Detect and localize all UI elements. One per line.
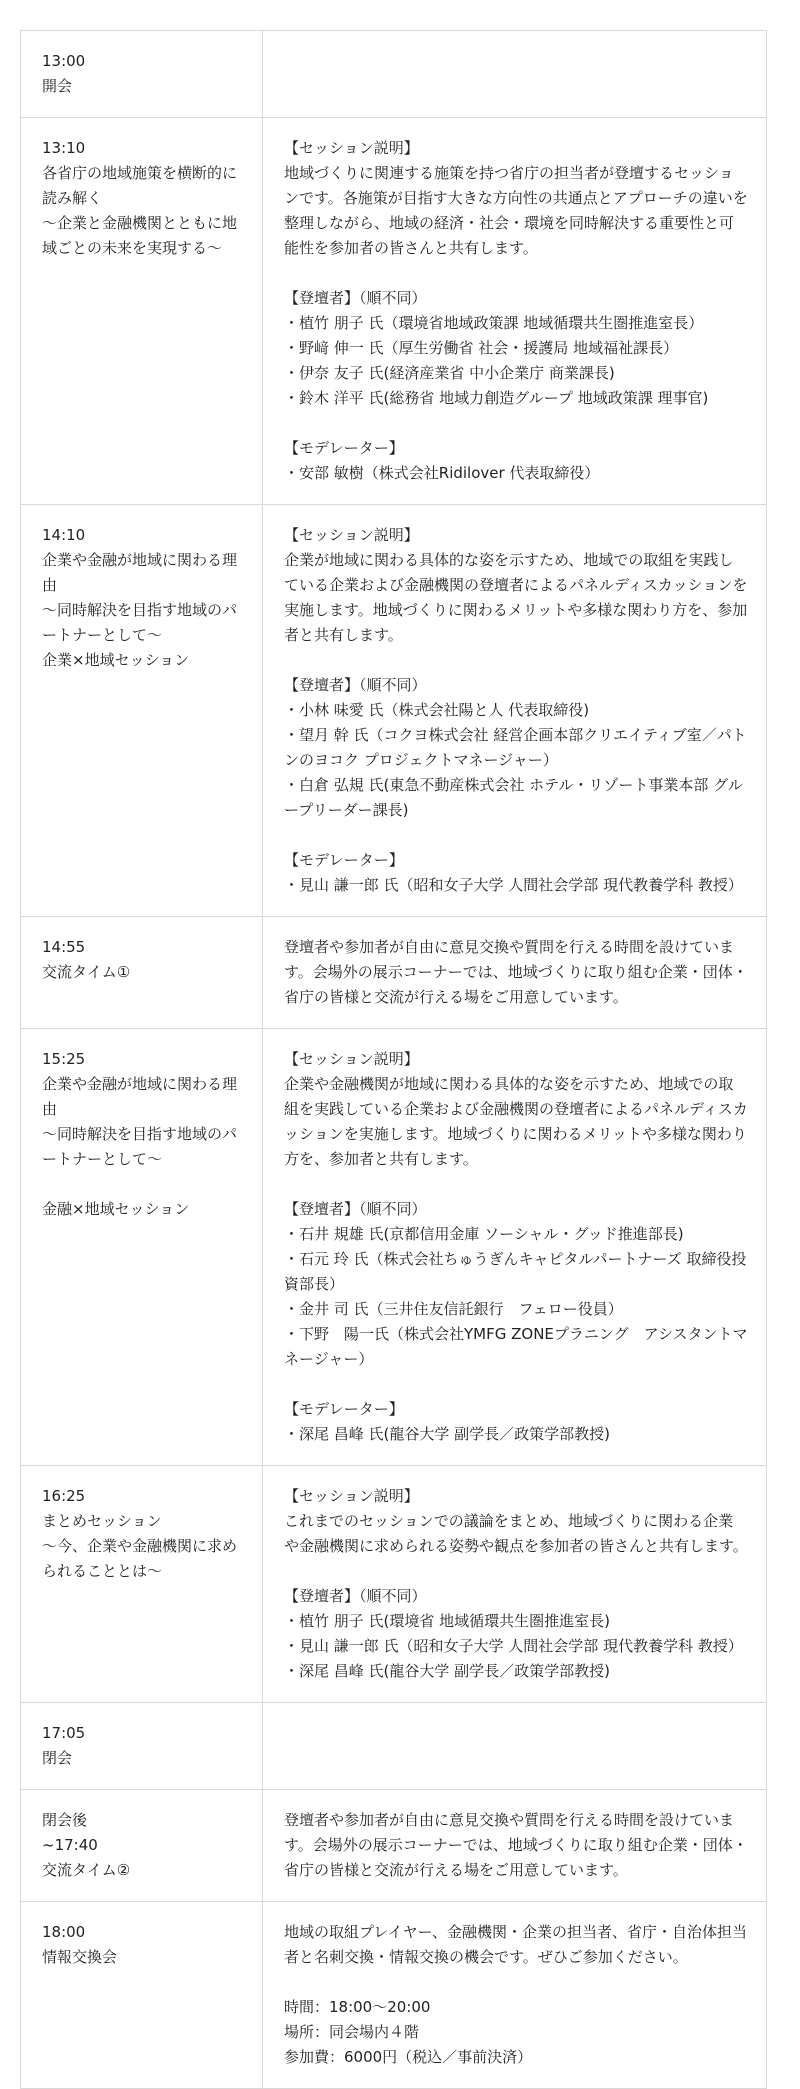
description-cell xyxy=(263,1703,767,1790)
time-label: 13:00 xyxy=(42,52,86,70)
time-label: 15:25 xyxy=(42,1050,86,1068)
description-line: ・深尾 昌峰 氏(龍谷大学 副学長／政策学部教授) xyxy=(284,1425,611,1443)
time-label: 17:05 xyxy=(42,1724,86,1742)
description-line xyxy=(284,1970,748,1995)
session-title-line xyxy=(42,1172,242,1197)
description-cell xyxy=(263,1466,767,1703)
description-line: ・植竹 朋子 氏（環境省地域政策課 地域循環共生圏推進室長） xyxy=(284,314,704,332)
description-line: 【登壇者】（順不同） xyxy=(284,1587,427,1605)
description-line: ・見山 謙一郎 氏（昭和女子大学 人間社会学部 現代教養学科 教授） xyxy=(284,876,743,894)
description-line: 企業が地域に関わる具体的な姿を示すため、地域での取組を実践している企業および金融機関の登壇者によるパネルディスカッションを実施します。地域づくりに関わるメリットや多様な関わり方を、参加者と共有します。 xyxy=(284,551,748,644)
session-title-line: 各省庁の地域施策を横断的に読み解く xyxy=(42,164,238,207)
description-line xyxy=(284,1372,748,1397)
schedule-row xyxy=(21,917,767,1029)
description-line: ・石元 玲 氏（株式会社ちゅうぎんキャピタルパートナーズ 取締役投資部長） xyxy=(284,1250,747,1293)
description-line: 企業や金融機関が地域に関わる具体的な姿を示すため、地域での取組を実践している企業および金融機関の登壇者によるパネルディスカッションを実施します。地域づくりに関わるメリットや多様な関わり方を、参加者と共有します。 xyxy=(284,1075,748,1168)
description-line: 地域づくりに関連する施策を持つ省庁の担当者が登壇するセッションです。各施策が目指す大きな方向性の共通点とアプローチの違いを整理しながら、地域の経済・社会・環境を同時解決する重要性と可能性を参加者の皆さんと共有します。 xyxy=(284,164,748,257)
session-title-line: ~17:40 xyxy=(42,1836,98,1854)
time-label: 14:55 xyxy=(42,938,86,956)
description-line: 【セッション説明】 xyxy=(284,1487,419,1505)
description-line: 【モデレーター】 xyxy=(284,439,404,457)
time-cell xyxy=(21,31,263,118)
description-line xyxy=(284,411,748,436)
description-cell xyxy=(263,1902,767,2089)
session-title-line: 企業×地域セッション xyxy=(42,651,190,669)
description-line: ・金井 司 氏（三井住友信託銀行 フェロー役員） xyxy=(284,1300,623,1318)
time-label: 14:10 xyxy=(42,526,86,544)
time-cell xyxy=(21,917,263,1029)
description-line: ・見山 謙一郎 氏（昭和女子大学 人間社会学部 現代教養学科 教授） xyxy=(284,1637,743,1655)
session-title-line: 〜同時解決を目指す地域のパートナーとして〜 xyxy=(42,601,238,644)
description-line: ・安部 敏樹（株式会社Ridilover 代表取締役） xyxy=(284,464,600,482)
description-line: 【セッション説明】 xyxy=(284,139,419,157)
schedule-row xyxy=(21,118,767,505)
session-title-line: 開会 xyxy=(42,77,73,95)
time-cell xyxy=(21,1466,263,1703)
description-line: ・白倉 弘規 氏(東急不動産株式会社 ホテル・リゾート事業本部 グループリーダー課長) xyxy=(284,776,743,819)
description-line xyxy=(284,648,748,673)
time-label: 16:25 xyxy=(42,1487,86,1505)
session-title-line: 企業や金融が地域に関わる理由 xyxy=(42,1075,238,1118)
session-title-line: 企業や金融が地域に関わる理由 xyxy=(42,551,238,594)
description-line: ・植竹 朋子 氏(環境省 地域循環共生圏推進室長) xyxy=(284,1612,611,1630)
description-line: 場所：同会場内４階 xyxy=(284,2023,420,2041)
schedule-row xyxy=(21,1902,767,2089)
description-cell xyxy=(263,1029,767,1466)
time-label: 18:00 xyxy=(42,1923,86,1941)
session-title-line: 情報交換会 xyxy=(42,1948,118,1966)
time-cell xyxy=(21,505,263,917)
description-line: 登壇者や参加者が自由に意見交換や質問を行える時間を設けています。会場外の展示コーナーでは、地域づくりに取り組む企業・団体・省庁の皆様と交流が行える場をご用意しています。 xyxy=(284,938,748,1006)
session-title-line: まとめセッション xyxy=(42,1512,162,1530)
description-line: 【セッション説明】 xyxy=(284,526,419,544)
description-cell xyxy=(263,917,767,1029)
description-line: これまでのセッションでの議論をまとめ、地域づくりに関わる企業や金融機関に求められる姿勢や観点を参加者の皆さんと共有します。 xyxy=(284,1512,748,1555)
description-cell xyxy=(263,31,767,118)
description-cell xyxy=(263,505,767,917)
schedule-body xyxy=(21,31,767,2089)
schedule-row xyxy=(21,31,767,118)
description-line: 登壇者や参加者が自由に意見交換や質問を行える時間を設けています。会場外の展示コーナーでは、地域づくりに取り組む企業・団体・省庁の皆様と交流が行える場をご用意しています。 xyxy=(284,1811,748,1879)
description-line: ・深尾 昌峰 氏(龍谷大学 副学長／政策学部教授) xyxy=(284,1662,611,1680)
schedule-table xyxy=(20,30,767,2089)
session-title-line: 〜今、企業や金融機関に求められることとは〜 xyxy=(42,1537,238,1580)
session-title-line: 閉会 xyxy=(42,1749,73,1767)
session-title-line: 〜同時解決を目指す地域のパートナーとして〜 xyxy=(42,1125,238,1168)
description-line: 参加費：6000円（税込／事前決済） xyxy=(284,2048,533,2066)
time-cell xyxy=(21,1029,263,1466)
description-line: ・伊奈 友子 氏(経済産業省 中小企業庁 商業課長) xyxy=(284,364,615,382)
description-line xyxy=(284,1172,748,1197)
schedule-row xyxy=(21,1029,767,1466)
schedule-row xyxy=(21,1466,767,1703)
description-line: 【セッション説明】 xyxy=(284,1050,419,1068)
description-cell xyxy=(263,118,767,505)
description-line: ・野﨑 伸一 氏（厚生労働省 社会・援護局 地域福祉課長） xyxy=(284,339,679,357)
description-line: ・小林 味愛 氏（株式会社陽と人 代表取締役) xyxy=(284,701,590,719)
time-cell xyxy=(21,1790,263,1902)
description-line: 地域の取組プレイヤー、金融機関・企業の担当者、省庁・自治体担当者と名刺交換・情報交換の機会です。ぜひご参加ください。 xyxy=(284,1923,748,1966)
session-title-line: 交流タイム② xyxy=(42,1861,131,1879)
description-line: 時間：18:00〜20:00 xyxy=(284,1998,431,2016)
description-line xyxy=(284,823,748,848)
time-label: 13:10 xyxy=(42,139,86,157)
description-line: 【登壇者】（順不同） xyxy=(284,1200,427,1218)
description-line: ・下野 陽一氏（株式会社YMFG ZONEプラニング アシスタントマネージャー） xyxy=(284,1325,748,1368)
description-line: 【モデレーター】 xyxy=(284,851,404,869)
description-cell xyxy=(263,1790,767,1902)
description-line xyxy=(284,1559,748,1584)
description-line: 【登壇者】（順不同） xyxy=(284,289,427,307)
time-cell xyxy=(21,1902,263,2089)
session-title-line: 金融×地域セッション xyxy=(42,1200,190,1218)
description-line: ・望月 幹 氏（コクヨ株式会社 経営企画本部クリエイティブ室／パトンのヨコク プロジェクトマネージャー） xyxy=(284,726,747,769)
description-line: ・石井 規雄 氏(京都信用金庫 ソーシャル・グッド推進部長) xyxy=(284,1225,684,1243)
time-label: 閉会後 xyxy=(42,1811,88,1829)
description-line: ・鈴木 洋平 氏(総務省 地域力創造グループ 地域政策課 理事官) xyxy=(284,389,709,407)
description-line xyxy=(284,261,748,286)
schedule-row xyxy=(21,1703,767,1790)
session-title-line: 交流タイム① xyxy=(42,963,131,981)
time-cell xyxy=(21,118,263,505)
schedule-row xyxy=(21,1790,767,1902)
time-cell xyxy=(21,1703,263,1790)
description-line: 【登壇者】（順不同） xyxy=(284,676,427,694)
description-line: 【モデレーター】 xyxy=(284,1400,404,1418)
schedule-row xyxy=(21,505,767,917)
session-title-line: 〜企業と金融機関とともに地域ごとの未来を実現する〜 xyxy=(42,214,238,257)
